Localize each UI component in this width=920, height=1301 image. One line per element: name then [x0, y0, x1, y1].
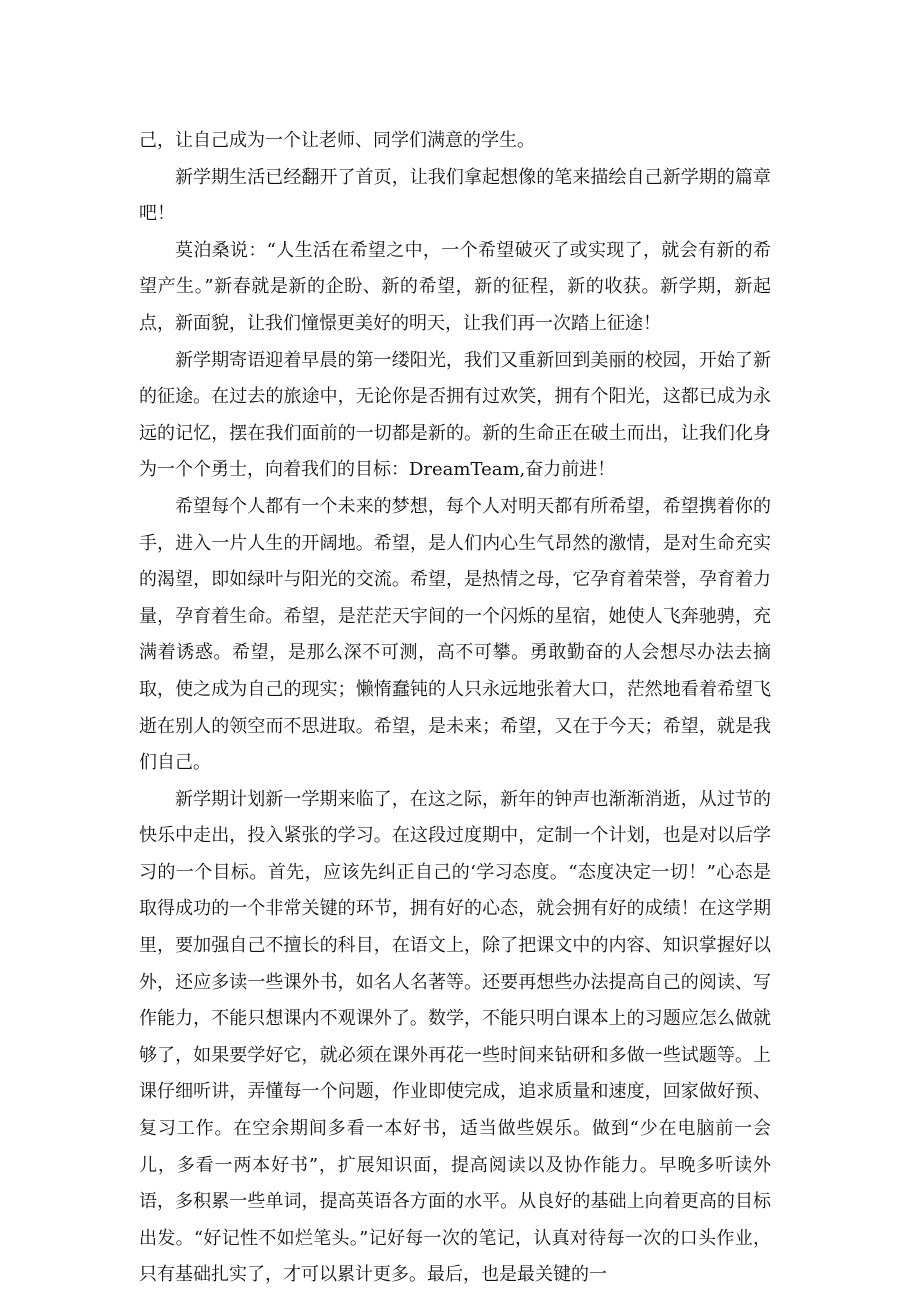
paragraph-new-term-message: 新学期寄语迎着早晨的第一缕阳光，我们又重新回到美丽的校园，开始了新的征途。在过去的旅途中，无论你是否拥有过欢笑，拥有个阳光，这都已成为永远的记忆，摆在我们面前的一切都是新的。新的生命正在破土而出，让我们化身为一个个勇士，向着我们的目标：DreamTeam,奋力前进！ [139, 349, 771, 481]
paragraph-new-term-life: 新学期生活已经翻开了首页，让我们拿起想像的笔来描绘自己新学期的篇章吧！ [139, 166, 771, 225]
document-body [139, 123, 771, 1294]
paragraph-maupassant-quote: 莫泊桑说：“人生活在希望之中，一个希望破灭了或实现了，就会有新的希望产生。”新春就是新的企盼、新的希望，新的征程，新的收获。新学期，新起点，新面貌，让我们憧憬更美好的明天，让我们再一次踏上征途！ [139, 239, 771, 334]
paragraph-hope: 希望每个人都有一个未来的梦想，每个人对明天都有所希望，希望携着你的手，进入一片人生的开阔地。希望，是人们内心生气昂然的激情，是对生命充实的渴望，即如绿叶与阳光的交流。希望，是热情之母，它孕育着荣誉，孕育着力量，孕育着生命。希望，是茫茫天宇间的一个闪烁的星宿，她使人飞奔驰骋，充满着诱惑。希望，是那么深不可测，高不可攀。勇敢勤奋的人会想尽办法去摘取，使之成为自己的现实；懒惰蠢钝的人只永远地张着大口，茫然地看着希望飞逝在别人的领空而不思进取。希望，是未来；希望，又在于今天；希望，就是我们自己。 [139, 495, 771, 774]
paragraph-new-term-plan: 新学期计划新一学期来临了，在这之际，新年的钟声也渐渐消逝，从过节的快乐中走出，投入紧张的学习。在这段过度期中，定制一个计划，也是对以后学习的一个目标。首先，应该先纠正自己的‘学习态度。“态度决定一切！”心态是取得成功的一个非常关键的环节，拥有好的心态，就会拥有好的成绩！在这学期里，要加强自己不擅长的科目，在语文上，除了把课文中的内容、知识掌握好以外，还应多读一些课外书，如名人名著等。还要再想些办法提高自己的阅读、写作能力，不能只想课内不观课外了。数学，不能只明白课本上的习题应怎么做就够了，如果要学好它，就必须在课外再花一些时间来钻研和多做一些试题等。上课仔细听讲，弄懂每一个问题，作业即使完成，追求质量和速度，回家做好预、复习工作。在空余期间多看一本好书，适当做些娱乐。做到“少在电脑前一会儿，多看一两本好书”，扩展知识面，提高阅读以及协作能力。早晚多听读外语，多积累一些单词，提高英语各方面的水平。从良好的基础上向着更高的目标出发。“好记性不如烂笔头。”记好每一次的笔记，认真对待每一次的口头作业，只有基础扎实了，才可以累计更多。最后，也是最关键的一 [139, 788, 771, 1286]
paragraph-continuation: 己，让自己成为一个让老师、同学们满意的学生。 [139, 130, 535, 151]
